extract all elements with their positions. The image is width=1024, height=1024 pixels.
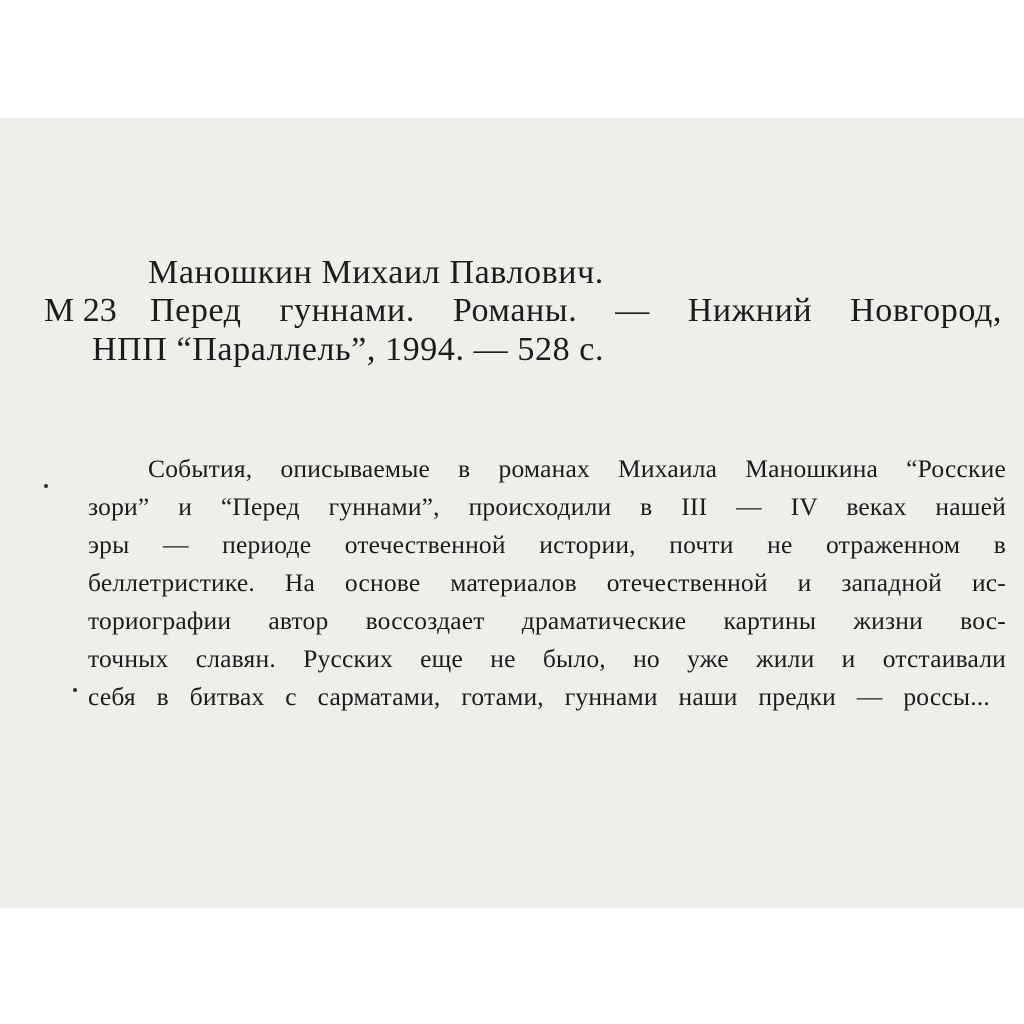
annotation-line-1: События, описываемые в романах Михаила Маношкина “Росские: [148, 454, 1006, 483]
annotation-line-5: ториографии автор воссоздает драматические картины жизни вос-: [88, 606, 1006, 635]
annotation-line-7: себя в битвах с сарматами, готами, гуннами наши предки — россы...: [88, 682, 990, 711]
classification-code: М 23: [44, 292, 117, 329]
author-line: Маношкин Михаил Павлович.: [148, 254, 604, 291]
ink-speck: [44, 484, 48, 488]
annotation-line-3: эры — периоде отечественной истории, почти не отраженном в: [88, 530, 1006, 559]
title-line: Перед гуннами. Романы. — Нижний Новгород,: [150, 292, 1002, 329]
ink-speck: [73, 688, 77, 692]
annotation-line-6: точных славян. Русских еще не было, но уже жили и отстаивали: [88, 644, 1006, 673]
annotation-line-4: беллетристике. На основе материалов отечественной и западной ис-: [88, 568, 1006, 597]
catalog-card-page: [0, 118, 1024, 908]
publisher-line: НПП “Параллель”, 1994. — 528 с.: [92, 331, 605, 368]
annotation-line-2: зори” и “Перед гуннами”, происходили в III — IV веках нашей: [88, 492, 1006, 521]
